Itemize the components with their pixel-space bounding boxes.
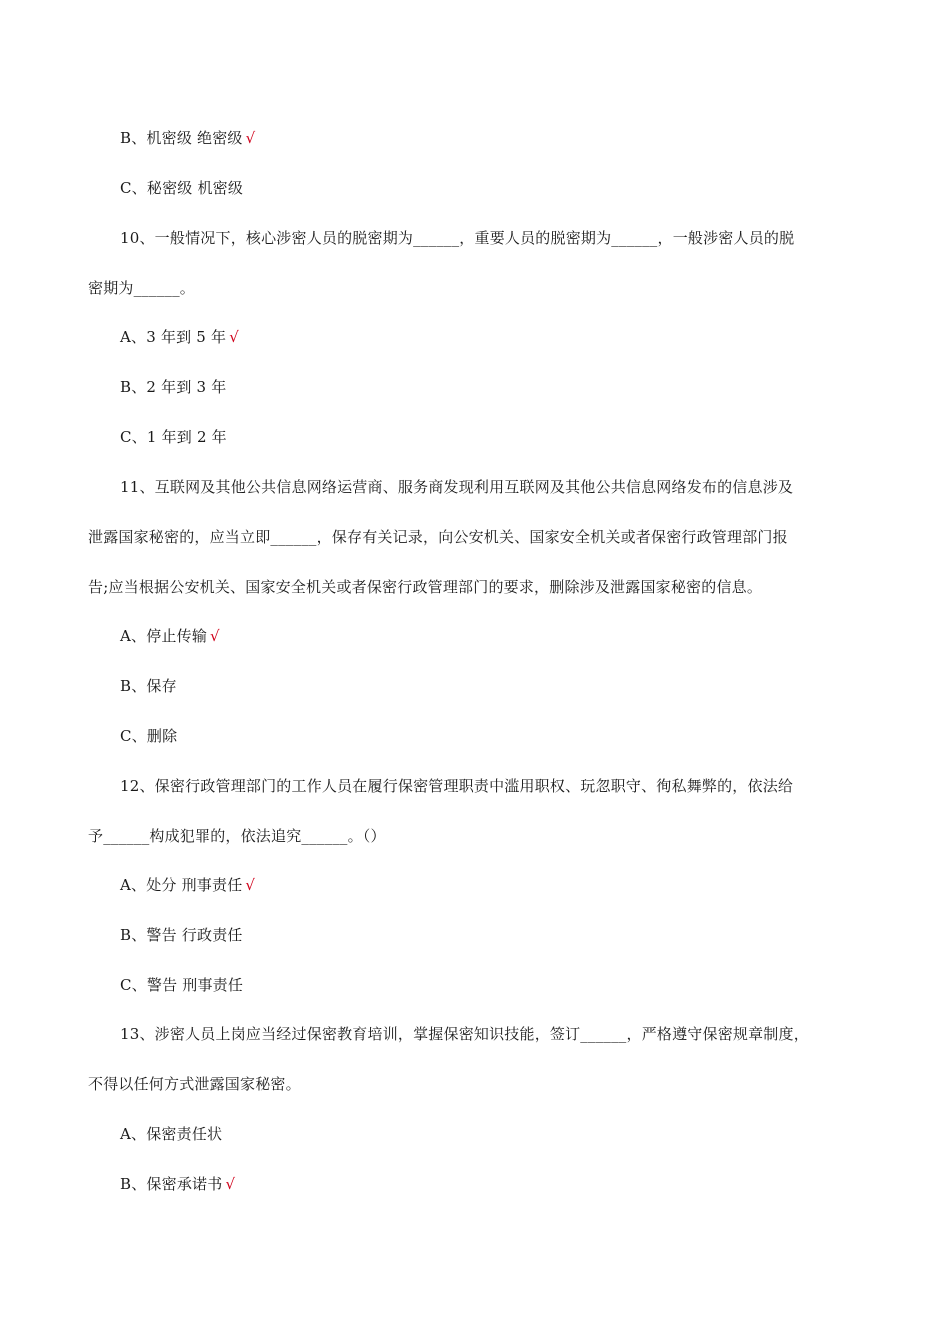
question-13-text-cont: 不得以任何方式泄露国家秘密。 xyxy=(88,1075,301,1093)
option-line: A、3 年到 5 年 √ xyxy=(120,328,239,346)
option-line: B、保存 xyxy=(120,677,177,695)
question-11-text-cont: 泄露国家秘密的，应当立即______，保存有关记录，向公安机关、国家安全机关或者保密行政管理部门报 xyxy=(88,528,788,546)
question-12-text-cont: 予______构成犯罪的，依法追究______。（） xyxy=(88,827,386,845)
option-line: B、2 年到 3 年 xyxy=(120,378,227,396)
option-line: C、警告 刑事责任 xyxy=(120,976,244,994)
check-mark-icon: √ xyxy=(245,129,256,147)
question-12-text: 12、保密行政管理部门的工作人员在履行保密管理职责中滥用职权、玩忽职守、徇私舞弊的，依法给 xyxy=(120,777,794,795)
option-line: C、1 年到 2 年 xyxy=(120,428,227,446)
option-line: B、机密级 绝密级 √ xyxy=(120,129,256,147)
option-line: A、保密责任状 xyxy=(120,1125,223,1143)
option-line: C、删除 xyxy=(120,727,178,745)
option-line: A、处分 刑事责任 √ xyxy=(120,876,256,894)
question-10-text: 10、一般情况下，核心涉密人员的脱密期为______，重要人员的脱密期为______，一般涉密人员的脱 xyxy=(120,229,795,247)
check-mark-icon: √ xyxy=(229,328,239,346)
check-mark-icon: √ xyxy=(210,627,220,645)
option-line: C、秘密级 机密级 xyxy=(120,179,244,197)
question-10-text-cont: 密期为______。 xyxy=(88,279,196,297)
question-13-text: 13、涉密人员上岗应当经过保密教育培训，掌握保密知识技能，签订______，严格遵守保密规章制度， xyxy=(120,1025,809,1043)
option-line: B、保密承诺书 √ xyxy=(120,1175,236,1193)
question-11-text-cont: 告;应当根据公安机关、国家安全机关或者保密行政管理部门的要求，删除涉及泄露国家秘密的信息。 xyxy=(88,578,763,596)
option-line: A、停止传输 √ xyxy=(120,627,220,645)
question-11-text: 11、互联网及其他公共信息网络运营商、服务商发现利用互联网及其他公共信息网络发布的信息涉及 xyxy=(120,478,794,496)
check-mark-icon: √ xyxy=(245,876,256,894)
check-mark-icon: √ xyxy=(225,1175,236,1193)
option-line: B、警告 行政责任 xyxy=(120,926,243,944)
